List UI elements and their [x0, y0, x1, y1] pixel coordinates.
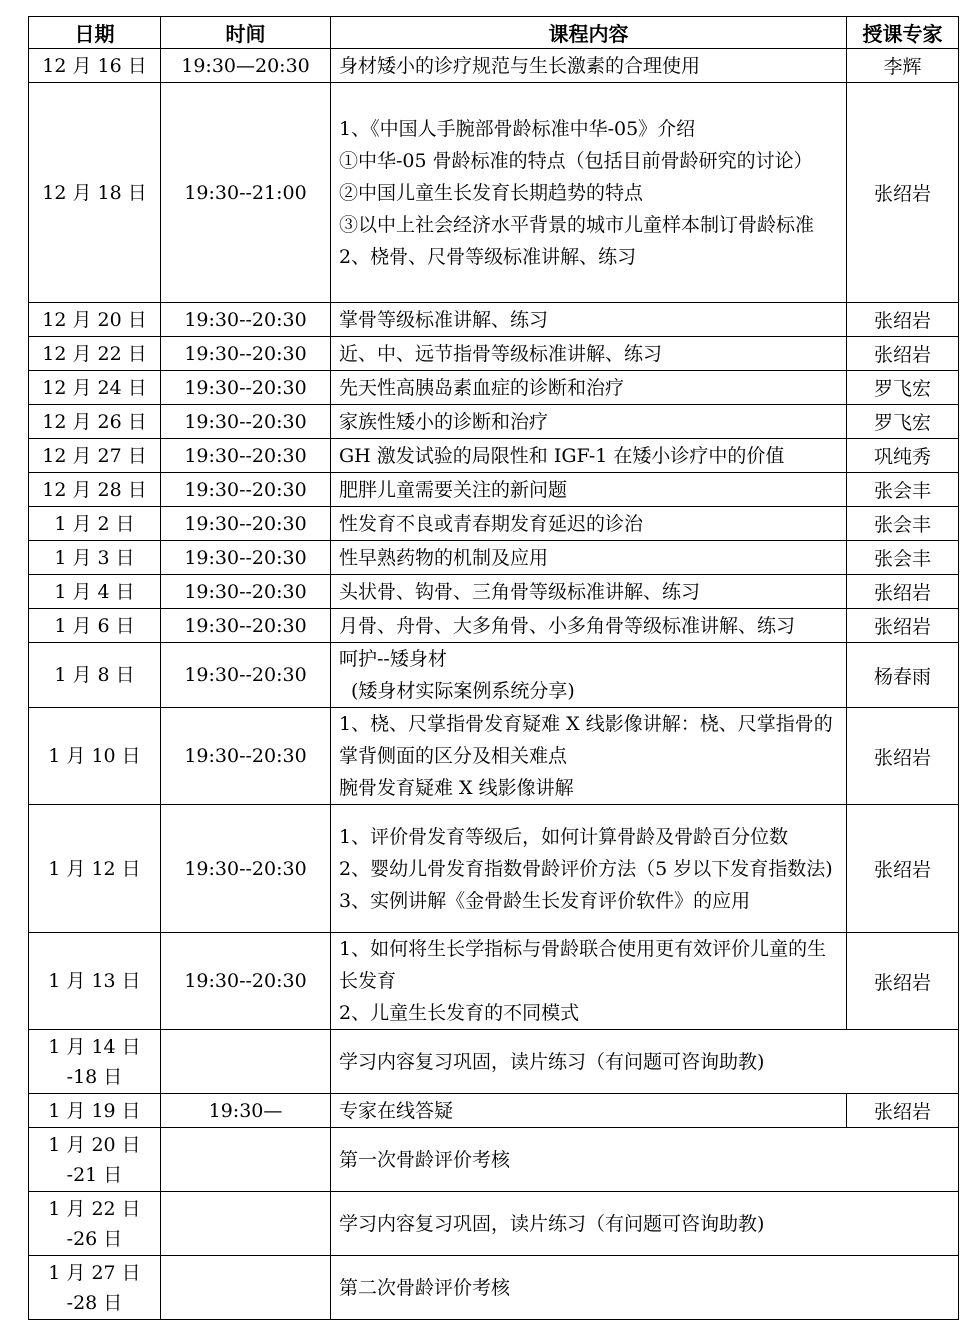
- table-row: [29, 1192, 959, 1256]
- content-line: 性发育不良或青春期发育延迟的诊治: [339, 512, 644, 535]
- content-line: (矮身材实际案例系统分享): [351, 680, 575, 702]
- date-text: -18 日: [66, 1065, 123, 1088]
- date-text: -21 日: [66, 1163, 123, 1186]
- date-cell: [29, 439, 161, 473]
- time-cell: 19:30--20:30: [161, 439, 331, 473]
- time-cell: 19:30--21:00: [161, 83, 331, 303]
- content-line: 第一次骨龄评价考核: [339, 1148, 511, 1171]
- content-line: 2、桡骨、尺骨等级标准讲解、练习: [339, 245, 637, 268]
- table-row: [29, 507, 959, 541]
- time-cell: [161, 1128, 331, 1192]
- table-row: [29, 337, 959, 371]
- content-cell: [331, 371, 847, 405]
- content-line: GH 激发试验的局限性和 IGF-1 在矮小诊疗中的价值: [339, 444, 785, 467]
- time-cell: 19:30--20:30: [161, 933, 331, 1030]
- table-row: [29, 83, 959, 303]
- content-cell: [331, 507, 847, 541]
- date-text: -26 日: [66, 1227, 123, 1250]
- date-text: 1 月 8 日: [54, 664, 135, 686]
- time-cell: [161, 1256, 331, 1320]
- time-cell: 19:30--20:30: [161, 303, 331, 337]
- table-row: [29, 933, 959, 1030]
- time-cell: 19:30--20:30: [161, 371, 331, 405]
- content-cell: [331, 439, 847, 473]
- date-cell: [29, 1256, 161, 1320]
- content-line: ③以中上社会经济水平背景的城市儿童样本制订骨龄标准: [339, 213, 815, 236]
- content-line: 1、桡、尺掌指骨发育疑难 X 线影像讲解：桡、尺掌指骨的掌背侧面的区分及相关难点: [339, 713, 833, 767]
- content-line: 1、如何将生长学指标与骨龄联合使用更有效评价儿童的生长发育: [339, 938, 827, 992]
- time-cell: 19:30--20:30: [161, 507, 331, 541]
- content-line: ②中国儿童生长发育长期趋势的特点: [339, 181, 644, 204]
- date-cell: [29, 609, 161, 643]
- expert-cell: 罗飞宏: [847, 405, 959, 439]
- date-text: 1 月 3 日: [54, 546, 135, 569]
- time-cell: 19:30--20:30: [161, 337, 331, 371]
- expert-cell: 张绍岩: [847, 1094, 959, 1128]
- content-cell: [331, 1030, 959, 1094]
- content-line: 3、实例讲解《金骨龄生长发育评价软件》的应用: [339, 889, 751, 912]
- date-cell: [29, 933, 161, 1030]
- time-cell: 19:30--20:30: [161, 473, 331, 507]
- expert-cell: 张绍岩: [847, 575, 959, 609]
- date-cell: [29, 1128, 161, 1192]
- expert-cell: 张绍岩: [847, 805, 959, 933]
- expert-cell: 张会丰: [847, 541, 959, 575]
- date-text: 1 月 10 日: [48, 745, 141, 767]
- time-cell: 19:30—: [161, 1094, 331, 1128]
- schedule-body: [29, 49, 959, 1320]
- content-line: 1、《中国人手腕部骨龄标准中华-05》介绍: [339, 117, 696, 140]
- date-text: 1 月 6 日: [54, 614, 135, 637]
- time-cell: 19:30—20:30: [161, 49, 331, 83]
- table-row: [29, 303, 959, 337]
- content-line: 先天性高胰岛素血症的诊断和治疗: [339, 376, 625, 399]
- content-cell: [331, 643, 847, 708]
- time-cell: 19:30--20:30: [161, 609, 331, 643]
- course-schedule-table: [28, 16, 959, 1320]
- date-cell: [29, 337, 161, 371]
- table-row: [29, 609, 959, 643]
- date-cell: [29, 371, 161, 405]
- date-cell: [29, 507, 161, 541]
- date-text: 12 月 20 日: [42, 308, 147, 331]
- expert-cell: 张会丰: [847, 473, 959, 507]
- content-cell: [331, 805, 847, 933]
- date-cell: [29, 405, 161, 439]
- date-cell: [29, 1192, 161, 1256]
- time-cell: 19:30--20:30: [161, 541, 331, 575]
- table-row: [29, 1094, 959, 1128]
- time-cell: 19:30--20:30: [161, 575, 331, 609]
- content-cell: [331, 1094, 847, 1128]
- date-text: 12 月 16 日: [42, 54, 147, 77]
- date-text: -28 日: [66, 1291, 123, 1314]
- date-cell: [29, 708, 161, 805]
- content-cell: [331, 473, 847, 507]
- expert-cell: 张会丰: [847, 507, 959, 541]
- date-text: 1 月 4 日: [54, 580, 135, 603]
- date-text: 1 月 2 日: [54, 512, 135, 535]
- table-row: [29, 439, 959, 473]
- date-text: 12 月 28 日: [42, 478, 147, 501]
- content-line: 2、儿童生长发育的不同模式: [339, 1002, 580, 1024]
- date-cell: [29, 541, 161, 575]
- content-cell: [331, 1192, 959, 1256]
- table-row: [29, 405, 959, 439]
- table-row: [29, 541, 959, 575]
- table-row: [29, 1128, 959, 1192]
- date-cell: [29, 473, 161, 507]
- date-cell: [29, 303, 161, 337]
- table-row: [29, 575, 959, 609]
- content-cell: [331, 405, 847, 439]
- header-content: 课程内容: [331, 17, 847, 49]
- expert-cell: 杨春雨: [847, 643, 959, 708]
- table-row: [29, 643, 959, 708]
- table-row: [29, 805, 959, 933]
- table-row: [29, 473, 959, 507]
- schedule-container: [28, 16, 958, 1320]
- expert-cell: 张绍岩: [847, 933, 959, 1030]
- date-text: 12 月 24 日: [42, 376, 147, 399]
- content-line: 月骨、舟骨、大多角骨、小多角骨等级标准讲解、练习: [339, 614, 796, 637]
- content-line: 家族性矮小的诊断和治疗: [339, 410, 549, 433]
- expert-cell: 张绍岩: [847, 337, 959, 371]
- expert-cell: 罗飞宏: [847, 371, 959, 405]
- content-line: 肥胖儿童需要关注的新问题: [339, 478, 568, 501]
- date-cell: [29, 49, 161, 83]
- date-text: 1 月 20 日: [48, 1133, 141, 1156]
- content-cell: [331, 49, 847, 83]
- time-cell: 19:30--20:30: [161, 805, 331, 933]
- table-row: [29, 1030, 959, 1094]
- content-line: 掌骨等级标准讲解、练习: [339, 308, 549, 331]
- date-cell: [29, 1094, 161, 1128]
- date-text: 1 月 12 日: [48, 857, 141, 880]
- header-time: 时间: [161, 17, 331, 49]
- expert-cell: 张绍岩: [847, 609, 959, 643]
- content-line: 学习内容复习巩固，读片练习（有问题可咨询助教): [339, 1212, 765, 1235]
- date-cell: [29, 83, 161, 303]
- date-text: 1 月 14 日: [48, 1035, 141, 1058]
- date-cell: [29, 575, 161, 609]
- content-line: 学习内容复习巩固，读片练习（有问题可咨询助教): [339, 1050, 765, 1073]
- expert-cell: 张绍岩: [847, 708, 959, 805]
- time-cell: 19:30--20:30: [161, 708, 331, 805]
- content-line: 专家在线答疑: [339, 1099, 454, 1122]
- content-cell: [331, 1256, 959, 1320]
- content-cell: [331, 609, 847, 643]
- date-text: 12 月 26 日: [42, 410, 147, 433]
- date-cell: [29, 1030, 161, 1094]
- content-line: 呵护--矮身材: [339, 648, 447, 670]
- content-line: 性早熟药物的机制及应用: [339, 546, 549, 569]
- header-row: [29, 17, 959, 49]
- content-cell: [331, 83, 847, 303]
- content-cell: [331, 541, 847, 575]
- content-cell: [331, 303, 847, 337]
- date-text: 1 月 22 日: [48, 1197, 141, 1220]
- table-row: [29, 371, 959, 405]
- content-line: 近、中、远节指骨等级标准讲解、练习: [339, 342, 663, 365]
- content-cell: [331, 575, 847, 609]
- content-line: 1、评价骨发育等级后，如何计算骨龄及骨龄百分位数: [339, 825, 789, 848]
- date-text: 12 月 22 日: [42, 342, 147, 365]
- time-cell: 19:30--20:30: [161, 643, 331, 708]
- time-cell: 19:30--20:30: [161, 405, 331, 439]
- content-cell: [331, 337, 847, 371]
- header-date: 日期: [29, 17, 161, 49]
- content-line: 第二次骨龄评价考核: [339, 1276, 511, 1299]
- expert-cell: 巩纯秀: [847, 439, 959, 473]
- header-expert: 授课专家: [847, 17, 959, 49]
- time-cell: [161, 1030, 331, 1094]
- table-row: [29, 49, 959, 83]
- expert-cell: 张绍岩: [847, 303, 959, 337]
- content-cell: [331, 933, 847, 1030]
- date-cell: [29, 643, 161, 708]
- expert-cell: 李辉: [847, 49, 959, 83]
- content-line: ①中华-05 骨龄标准的特点（包括目前骨龄研究的讨论）: [339, 149, 813, 172]
- date-cell: [29, 805, 161, 933]
- date-text: 12 月 27 日: [42, 444, 147, 467]
- table-row: [29, 1256, 959, 1320]
- table-row: [29, 708, 959, 805]
- date-text: 1 月 19 日: [48, 1099, 141, 1122]
- content-line: 身材矮小的诊疗规范与生长激素的合理使用: [339, 54, 701, 77]
- expert-cell: 张绍岩: [847, 83, 959, 303]
- content-cell: [331, 1128, 959, 1192]
- content-cell: [331, 708, 847, 805]
- date-text: 1 月 13 日: [48, 970, 141, 992]
- content-line: 头状骨、钩骨、三角骨等级标准讲解、练习: [339, 580, 701, 603]
- date-text: 1 月 27 日: [48, 1261, 141, 1284]
- content-line: 腕骨发育疑难 X 线影像讲解: [339, 777, 574, 799]
- time-cell: [161, 1192, 331, 1256]
- date-text: 12 月 18 日: [42, 181, 147, 204]
- content-line: 2、婴幼儿骨发育指数骨龄评价方法（5 岁以下发育指数法): [339, 857, 833, 880]
